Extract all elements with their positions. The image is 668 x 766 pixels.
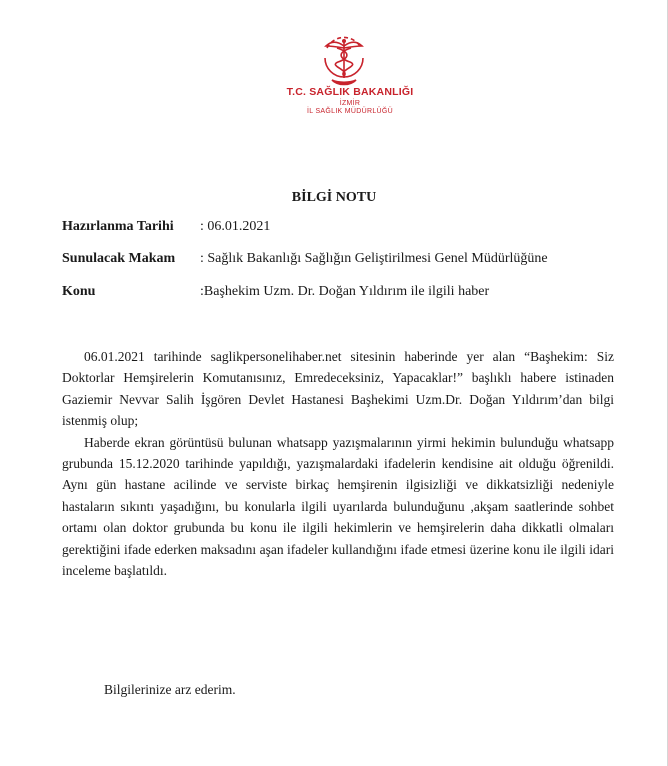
meta-label: Konu (62, 284, 96, 299)
body-paragraph: 06.01.2021 tarihinde saglikpersonelihaber.net sitesinin haberinde yer alan “Başhekim: Siz Doktorlar Hemşirelerin Komutanısınız, Emredeceksiniz, Yapacaklar!” başlıklı habere istinaden Gaziemir Nevvar Salih İşgören Devlet Hastanesi Başhekimi Uzm.Dr. Doğan Yıldırım’dan bilgi istenmiş olup; (62, 349, 614, 429)
caduceus-crescent-icon (294, 34, 394, 94)
meta-value: : Sağlık Bakanlığı Sağlığın Geliştirilmesi Genel Müdürlüğüne (200, 251, 548, 266)
meta-value: :Başhekim Uzm. Dr. Doğan Yıldırım ile ilgili haber (200, 284, 490, 299)
body-paragraph: Haberde ekran görüntüsü bulunan whatsapp yazışmalarının yirmi hekimin bulunduğu whatsapp grubunda 15.12.2020 tarihinde yapıldığı, yazışmalardaki ifadelerin kendisine ait olduğu öğrenildi. Aynı gün hastane acilinde ve serviste birkaç hemşirenin ilgisizliği ve dikkatsizliği nedeniyle hastaların sıkıntı yaşadığını, bu konularla ilgili uyarılarda bulunduğunu ,akşam saatlerinde sohbet ortamı olan doktor grubunda bu konu ile ilgili hekimlerin ve hemşirelerin daha dikkatli olmaları gerektiğini ifade ederken maksadını aşan ifadeler kullandığını ifade etmesi üzerine konu ile ilgili idari inceleme başlatıldı. (62, 434, 614, 579)
body-text (62, 346, 614, 581)
closing-line: Bilgilerinize arz ederim. (104, 682, 236, 697)
ministry-logo (294, 34, 394, 94)
meta-value: : 06.01.2021 (200, 219, 271, 234)
meta-label: Hazırlanma Tarihi (62, 219, 174, 234)
organization-name-block (230, 86, 470, 115)
ministry-name: T.C. SAĞLIK BAKANLIĞI (286, 86, 414, 98)
meta-label: Sunulacak Makam (62, 251, 176, 266)
province-name: İZMİR (339, 100, 361, 107)
document-title: BİLGİ NOTU (291, 190, 377, 205)
directorate-name: İL SAĞLIK MÜDÜRLÜĞÜ (307, 108, 393, 115)
